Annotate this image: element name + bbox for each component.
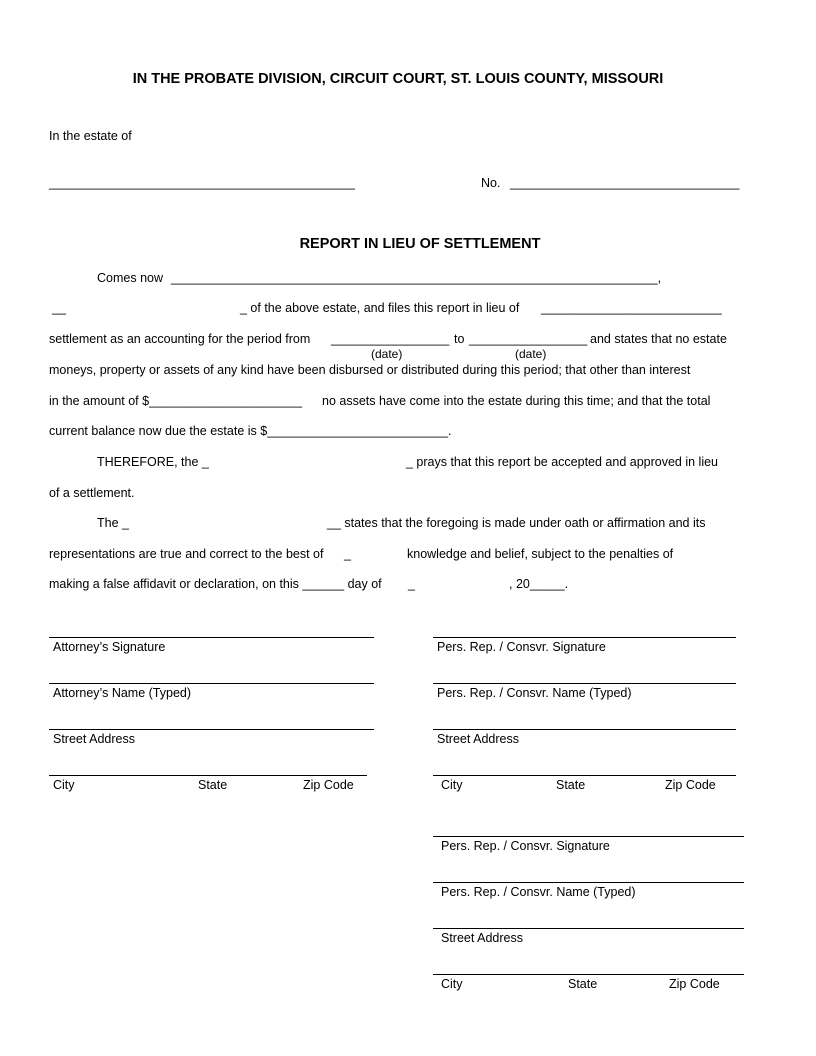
above-estate-text: _ of the above estate, and files this report in lieu of [240, 301, 520, 315]
date-label-from: (date) [371, 347, 403, 361]
rep2-signature-label: Pers. Rep. / Consvr. Signature [441, 839, 610, 853]
rep-signature-label: Pers. Rep. / Consvr. Signature [437, 640, 606, 654]
no-assets-text: no assets have come into the estate during this time; and that the total [322, 394, 711, 408]
rep-zip-label: Zip Code [665, 778, 716, 792]
settlement-text: of a settlement. [49, 486, 135, 500]
date-label-to: (date) [515, 347, 547, 361]
no-estate-text: and states that no estate [590, 332, 727, 346]
case-number-field[interactable]: _________________________________ [510, 176, 740, 190]
rep-signature-line[interactable] [433, 637, 736, 638]
rep2-city-line[interactable] [433, 974, 744, 975]
to-text: to [454, 332, 465, 346]
moneys-text: moneys, property or assets of any kind have been disbursed or distributed during this period; that other than interest [49, 363, 691, 377]
rep-city-label: City [441, 778, 463, 792]
period-to-date-field[interactable]: _________________ [469, 332, 588, 346]
rep-city-line[interactable] [433, 775, 736, 776]
rep2-signature-line[interactable] [433, 836, 744, 837]
oath-text: __ states that the foregoing is made under oath or affirmation and its [327, 516, 706, 530]
rep2-street-line[interactable] [433, 928, 744, 929]
pronoun-field[interactable]: _ [344, 547, 351, 561]
estate-of-label: In the estate of [49, 129, 132, 143]
representations-text: representations are true and correct to the best of [49, 547, 324, 561]
attorney-name-line[interactable] [49, 683, 374, 684]
court-heading: IN THE PROBATE DIVISION, CIRCUIT COURT, ST. LOUIS COUNTY, MISSOURI [132, 71, 664, 87]
the-text: The _ [97, 516, 129, 530]
attorney-signature-label: Attorney’s Signature [53, 640, 166, 654]
knowledge-text: knowledge and belief, subject to the penalties of [407, 547, 674, 561]
interest-amount-field[interactable]: in the amount of $______________________ [49, 394, 303, 408]
rep2-city-label: City [441, 977, 463, 991]
month-field[interactable]: _ [408, 577, 415, 591]
year-field[interactable]: , 20_____. [509, 577, 569, 591]
rep-name-label: Pers. Rep. / Consvr. Name (Typed) [437, 686, 632, 700]
attorney-city-line[interactable] [49, 775, 367, 776]
case-number-label: No. [481, 176, 501, 190]
affidavit-text: making a false affidavit or declaration, on this ______ day of [49, 577, 382, 591]
estate-name-field[interactable]: ____________________________________________ [49, 176, 355, 190]
period-text: settlement as an accounting for the period from [49, 332, 311, 346]
attorney-signature-line[interactable] [49, 637, 374, 638]
rep-name-line[interactable] [433, 683, 736, 684]
attorney-state-label: State [198, 778, 228, 792]
current-balance-field[interactable]: current balance now due the estate is $__________________________. [49, 424, 452, 438]
rep2-state-label: State [568, 977, 598, 991]
filer-name-field[interactable]: ______________________________________________________________________, [171, 271, 662, 285]
rep2-name-line[interactable] [433, 882, 744, 883]
lieu-of-field[interactable]: __________________________ [541, 301, 722, 315]
attorney-zip-label: Zip Code [303, 778, 354, 792]
report-title: REPORT IN LIEU OF SETTLEMENT [299, 236, 541, 252]
rep2-zip-label: Zip Code [669, 977, 720, 991]
rep-street-line[interactable] [433, 729, 736, 730]
period-from-date-field[interactable]: _________________ [331, 332, 450, 346]
rep-street-label: Street Address [437, 732, 519, 746]
attorney-street-label: Street Address [53, 732, 135, 746]
rep-state-label: State [556, 778, 586, 792]
attorney-street-line[interactable] [49, 729, 374, 730]
capacity-field-start[interactable]: __ [52, 301, 66, 315]
rep2-street-label: Street Address [441, 931, 523, 945]
attorney-city-label: City [53, 778, 75, 792]
attorney-name-label: Attorney’s Name (Typed) [53, 686, 192, 700]
rep2-name-label: Pers. Rep. / Consvr. Name (Typed) [441, 885, 636, 899]
comes-now-text: Comes now [97, 271, 163, 285]
therefore-text: THEREFORE, the _ [97, 455, 209, 469]
prays-text: _ prays that this report be accepted and approved in lieu [406, 455, 719, 469]
